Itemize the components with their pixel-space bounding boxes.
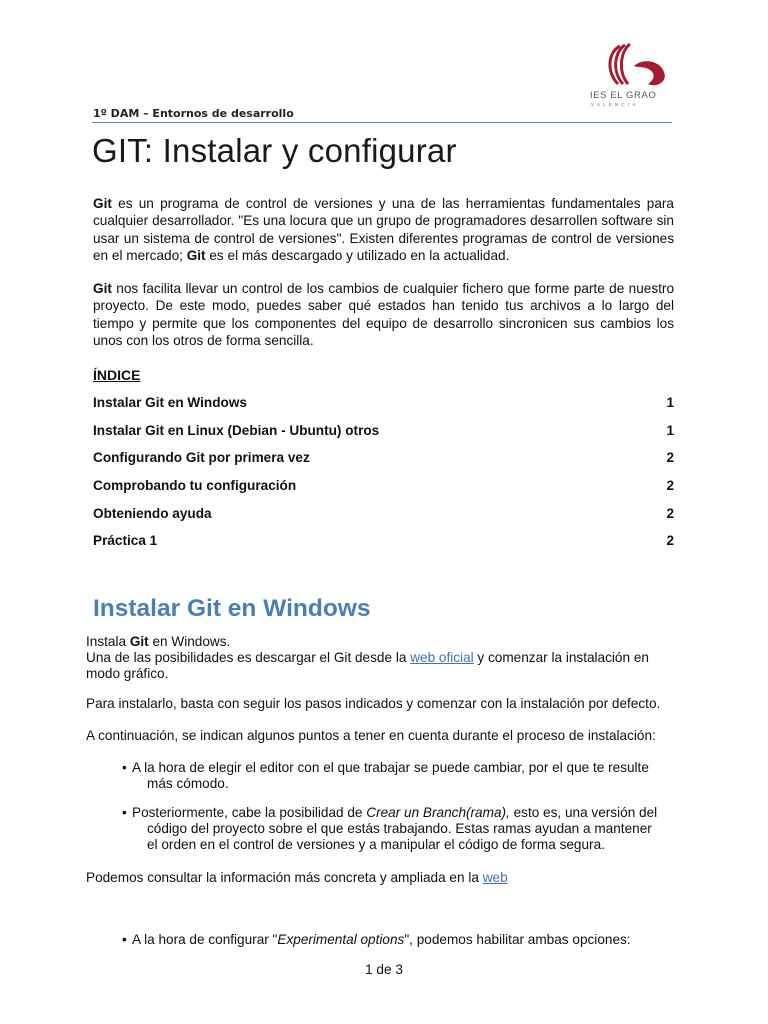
intro-text: es el más descargado y utilizado en la actualidad. [205, 248, 510, 264]
install-paragraph: Para instalarlo, basta con seguir los pasos indicados y comenzar con la instalación por defecto. [86, 696, 661, 711]
page-title: GIT: Instalar y configurar [92, 132, 457, 169]
body-text: Instala [86, 634, 130, 649]
bullet-list [122, 805, 688, 853]
toc-entry[interactable] [93, 450, 674, 478]
bullet-text: código del proyecto sobre el que estás trabajando. Estas ramas ayudan a mantener [147, 821, 652, 836]
list-item [122, 805, 688, 853]
bullet-icon: • [122, 760, 127, 775]
bullet-list [122, 932, 688, 948]
course-label: 1º DAM – Entornos de desarrollo [93, 107, 294, 120]
bold-git: Git [93, 281, 112, 296]
bullet-text [132, 932, 688, 948]
official-web-link[interactable]: web oficial [410, 650, 474, 666]
toc-label[interactable]: Instalar Git en Windows [93, 395, 247, 410]
toc-label[interactable]: Obteniendo ayuda [93, 505, 212, 521]
intro-text: nos facilita llevar un control de los cambios de cualquier fichero que forme parte de nuestro proyecto. De este modo, puedes saber qué estados han tenido tus archivos a lo largo del tiempo y permite que los componentes del equipo de desarrollo sincronicen sus cambios los unos con los otros de forma sencilla. [93, 281, 674, 349]
toc-entry[interactable] [93, 395, 674, 423]
bullet-text [132, 805, 688, 821]
header-rule [92, 122, 672, 123]
bullet-text: A la hora de elegir el editor con el que trabajar se puede cambiar, por el que te resulte [132, 760, 649, 775]
logo-subtext: VALENCIA [591, 102, 639, 107]
toc-entry[interactable] [93, 423, 674, 451]
toc-page: 1 [666, 422, 674, 438]
toc-entry[interactable] [93, 506, 674, 534]
continue-paragraph: A continuación, se indican algunos puntos a tener en cuenta durante el proceso de instalación: [86, 728, 656, 743]
toc-entry[interactable] [93, 478, 674, 506]
bullet-list [122, 760, 688, 792]
toc-label[interactable]: Configurando Git por primera vez [93, 450, 310, 466]
intro-text: es un programa de control de versiones y una de las herramientas fundamentales para cualquier desarrollador. "Es una locura que un grupo de programadores desarrollen software sin usar un sistema de control de versiones". Existen diferentes programas de control de versiones en el mercado; [93, 196, 674, 264]
body-text: Podemos consultar la información más concreta y ampliada en la [86, 870, 483, 885]
consult-paragraph [86, 870, 686, 886]
web-link[interactable]: web [482, 870, 508, 885]
list-item [122, 760, 688, 792]
bold-git: Git [186, 248, 206, 264]
toc-page: 2 [666, 533, 674, 549]
toc-entry[interactable] [93, 533, 674, 561]
install-intro [86, 634, 686, 683]
section-title: Instalar Git en Windows [93, 595, 371, 622]
list-item [122, 932, 688, 948]
italic-term: Crear un Branch(rama), [366, 805, 510, 820]
bullet-text: ", podemos habilitar ambas opciones: [404, 932, 631, 947]
bullet-text: esto es, una versión del [509, 805, 658, 820]
logo-text: IES EL GRAO [590, 90, 657, 101]
table-of-contents [93, 395, 674, 561]
bold-git: Git [93, 196, 112, 211]
toc-page: 2 [666, 505, 674, 521]
bold-git: Git [129, 634, 149, 649]
bullet-icon: • [122, 932, 127, 947]
school-logo-icon [590, 42, 674, 90]
toc-label[interactable]: Comprobando tu configuración [93, 478, 297, 494]
school-logo [590, 42, 674, 124]
page-number: 1 de 3 [365, 962, 403, 977]
toc-page: 2 [666, 478, 674, 494]
toc-label[interactable]: Práctica 1 [93, 533, 158, 549]
italic-term: Experimental options [277, 932, 405, 947]
bullet-text: más cómodo. [147, 776, 229, 791]
bullet-text: Posteriormente, cabe la posibilidad de [132, 805, 367, 820]
index-heading: ÍNDICE [93, 367, 141, 383]
toc-label[interactable]: Instalar Git en Linux (Debian - Ubuntu) otros [93, 422, 380, 438]
toc-page: 1 [666, 395, 674, 410]
body-text: en Windows. [148, 634, 231, 649]
body-text: Una de las posibilidades es descargar el Git desde la [86, 650, 411, 666]
body-text: y comenzar la instalación en modo gráfico. [86, 650, 649, 682]
bullet-text: el orden en el control de versiones y a manipular el código de forma segura. [147, 837, 605, 852]
bullet-icon: • [122, 805, 127, 820]
intro-paragraph-2 [93, 280, 674, 350]
intro-paragraph-1 [93, 195, 674, 265]
toc-page: 2 [666, 450, 674, 466]
bullet-text: A la hora de configurar " [132, 932, 278, 947]
